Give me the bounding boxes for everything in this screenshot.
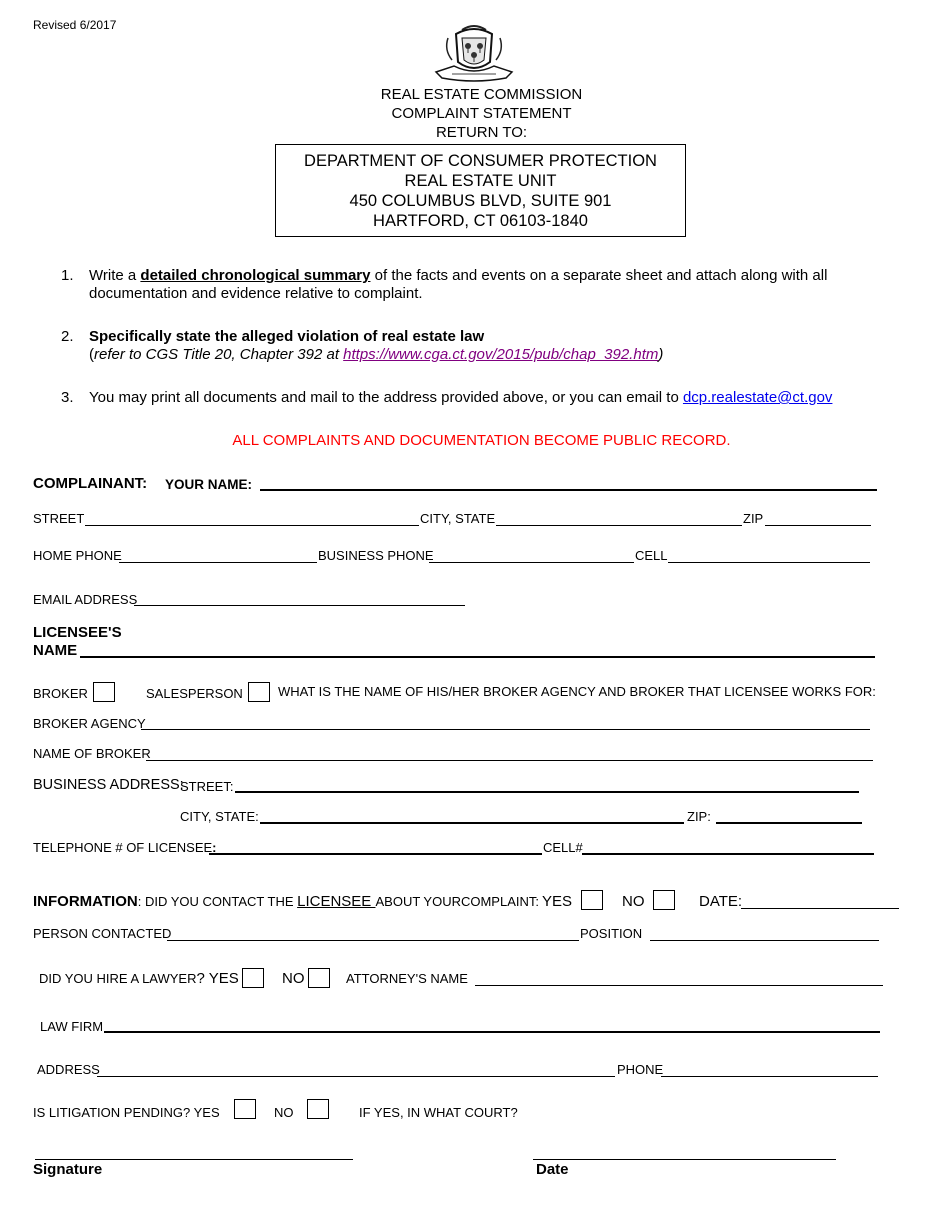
licensee-cell-label: CELL#	[543, 840, 583, 855]
item-1-number: 1.	[61, 267, 74, 284]
item-3-number: 3.	[61, 389, 74, 406]
broker-agency-question: WHAT IS THE NAME OF HIS/HER BROKER AGENCY AND BROKER THAT LICENSEE WORKS FOR:	[278, 684, 876, 699]
street-address: 450 COLUMBUS BLVD, SUITE 901	[349, 192, 612, 210]
dept-name: DEPARTMENT OF CONSUMER PROTECTION	[304, 152, 657, 170]
person-contacted-label: PERSON CONTACTED	[33, 926, 172, 941]
street-field[interactable]	[85, 525, 419, 526]
person-contacted-field[interactable]	[167, 940, 579, 941]
cell-label: CELL	[635, 548, 668, 563]
broker-label: BROKER	[33, 686, 88, 701]
item-2-number: 2.	[61, 328, 74, 345]
business-city-state-label: CITY, STATE:	[180, 809, 259, 824]
your-name-label: YOUR NAME:	[165, 477, 252, 492]
court-question: IF YES, IN WHAT COURT?	[359, 1105, 518, 1120]
statute-reference: (refer to CGS Title 20, Chapter 392 at https://www.cga.ct.gov/2015/pub/chap_392.htm)	[89, 346, 664, 363]
litigation-yes-checkbox[interactable]	[234, 1099, 256, 1119]
city-state-field[interactable]	[496, 525, 742, 526]
law-firm-label: LAW FIRM	[40, 1019, 104, 1034]
form-title: COMPLAINT STATEMENT	[391, 105, 572, 122]
city-state-label: CITY, STATE	[420, 511, 496, 526]
attorney-name-field[interactable]	[475, 985, 883, 986]
revised-date: Revised 6/2017	[33, 18, 117, 32]
business-city-state-field[interactable]	[260, 822, 684, 824]
email-link[interactable]: dcp.realestate@ct.gov	[682, 389, 833, 406]
position-field[interactable]	[650, 940, 879, 941]
contacted-yes-label: YES	[542, 893, 573, 910]
zip-label: ZIP	[743, 511, 764, 526]
licensee-telephone-label: TELEPHONE # OF LICENSEE:	[33, 840, 217, 855]
broker-checkbox[interactable]	[93, 682, 115, 702]
law-firm-field[interactable]	[104, 1031, 880, 1033]
salesperson-label: SALESPERSON	[146, 686, 243, 701]
attorney-phone-field[interactable]	[661, 1076, 878, 1077]
attorney-phone-label: PHONE	[617, 1062, 664, 1077]
instruction-1: Write a detailed chronological summary of the facts and events on a separate sheet and attach along with all	[89, 267, 828, 284]
broker-agency-label: BROKER AGENCY	[33, 716, 146, 731]
licensee-name-field[interactable]	[80, 656, 875, 658]
attorney-name-label: ATTORNEY'S NAME	[346, 971, 468, 986]
licensee-heading: LICENSEE'S NAME	[33, 624, 122, 659]
information-heading: INFORMATION	[33, 893, 138, 910]
home-phone-label: HOME PHONE	[33, 548, 122, 563]
contacted-no-label: NO	[622, 893, 645, 910]
licensee-cell-field[interactable]	[582, 853, 874, 855]
licensee-telephone-field[interactable]	[209, 853, 542, 855]
information-question: INFORMATION: DID YOU CONTACT THE LICENSEE ABOUT YOURCOMPLAINT:	[33, 893, 539, 910]
your-name-field[interactable]	[260, 489, 877, 491]
date-field[interactable]	[533, 1159, 836, 1160]
business-street-field[interactable]	[235, 791, 859, 793]
litigation-no-checkbox[interactable]	[307, 1099, 329, 1119]
business-address-label: BUSINESS ADDRESS:	[33, 777, 184, 793]
attorney-address-field[interactable]	[97, 1076, 615, 1077]
complainant-heading: COMPLAINANT:	[33, 475, 148, 492]
signature-label: Signature	[33, 1161, 103, 1178]
public-record-notice: ALL COMPLAINTS AND DOCUMENTATION BECOME PUBLIC RECORD.	[232, 432, 731, 449]
ct-state-seal-icon	[432, 22, 516, 84]
litigation-no-label: NO	[274, 1105, 294, 1120]
attorney-address-label: ADDRESS	[37, 1062, 100, 1077]
business-zip-label: ZIP:	[687, 809, 711, 824]
broker-agency-field[interactable]	[141, 729, 870, 730]
street-label: STREET	[33, 511, 85, 526]
lawyer-no-label: NO	[282, 970, 305, 987]
chronological-summary-emphasis: detailed chronological summary	[140, 267, 371, 284]
instruction-3: You may print all documents and mail to the address provided above, or you can email to dcp.realestate@ct.gov	[89, 389, 833, 406]
email-label: EMAIL ADDRESS	[33, 592, 138, 607]
contact-date-field[interactable]	[741, 908, 899, 909]
statute-link[interactable]: https://www.cga.ct.gov/2015/pub/chap_392.htm	[343, 346, 659, 363]
broker-name-field[interactable]	[146, 760, 873, 761]
contacted-no-checkbox[interactable]	[653, 890, 675, 910]
agency-name: REAL ESTATE COMMISSION	[380, 86, 583, 103]
instruction-1-continued: documentation and evidence relative to complaint.	[89, 285, 423, 302]
city-address: HARTFORD, CT 06103-1840	[373, 212, 588, 230]
lawyer-no-checkbox[interactable]	[308, 968, 330, 988]
business-street-label: STREET:	[180, 779, 234, 794]
lawyer-yes-checkbox[interactable]	[242, 968, 264, 988]
litigation-question: IS LITIGATION PENDING? YES	[33, 1105, 220, 1120]
home-phone-field[interactable]	[119, 562, 317, 563]
zip-field[interactable]	[765, 525, 871, 526]
business-phone-label: BUSINESS PHONE	[318, 548, 434, 563]
name-of-broker-label: NAME OF BROKER	[33, 746, 151, 761]
business-phone-field[interactable]	[429, 562, 634, 563]
unit-name: REAL ESTATE UNIT	[404, 172, 557, 190]
cell-field[interactable]	[668, 562, 870, 563]
lawyer-question: DID YOU HIRE A LAWYER? YES	[39, 970, 239, 987]
date-label: Date	[536, 1161, 569, 1178]
signature-field[interactable]	[35, 1159, 353, 1160]
business-zip-field[interactable]	[716, 822, 862, 824]
return-to-label: RETURN TO:	[435, 124, 528, 141]
position-label: POSITION	[580, 926, 643, 941]
return-address-box	[275, 144, 686, 237]
instruction-2: Specifically state the alleged violation of real estate law	[89, 328, 485, 345]
contacted-yes-checkbox[interactable]	[581, 890, 603, 910]
contact-date-label: DATE:	[699, 893, 743, 910]
email-field[interactable]	[134, 605, 465, 606]
salesperson-checkbox[interactable]	[248, 682, 270, 702]
